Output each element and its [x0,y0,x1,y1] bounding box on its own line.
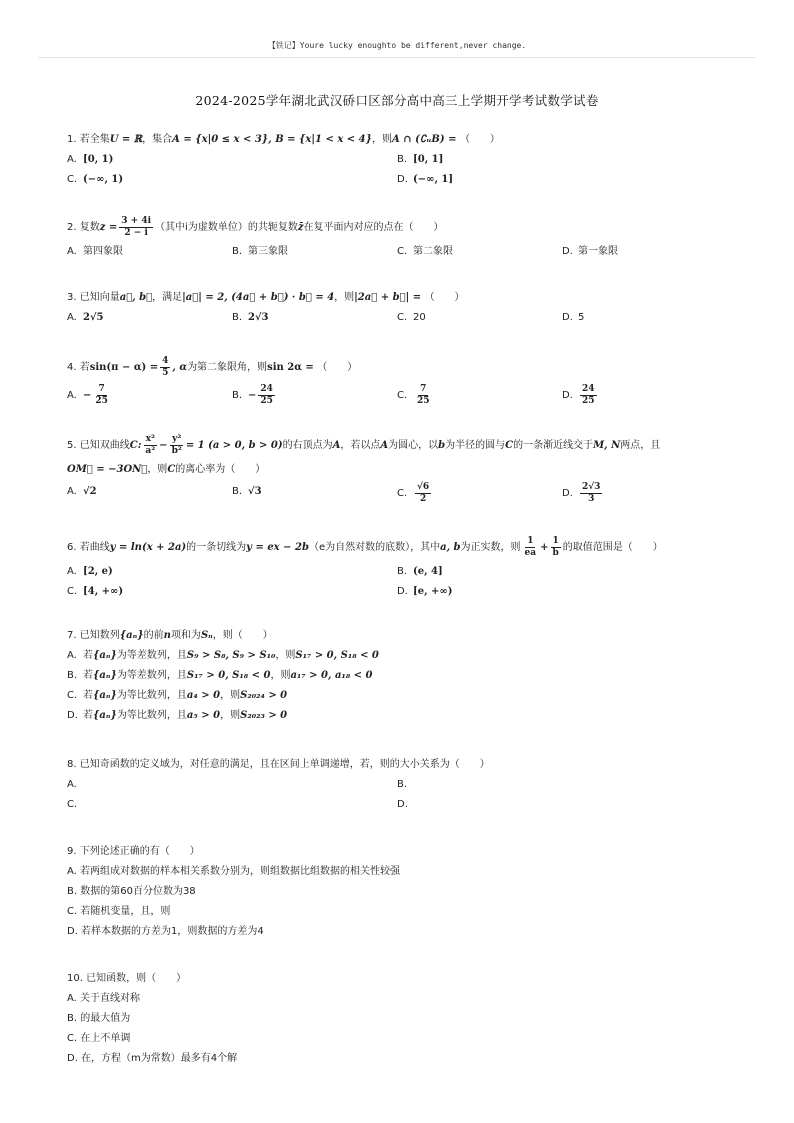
stem-math: a, b [440,542,461,553]
fraction-denominator: 5 [162,367,169,378]
header-motto: 【铁记】Youre lucky enoughto be different,never change. [267,41,527,50]
option-value: 第四象限 [83,246,123,257]
exam-title: 2024-2025学年湖北武汉硚口区部分高中高三上学期开学考试数学试卷 [195,93,599,108]
option-d[interactable] [562,382,599,410]
option-letter: A. [67,486,77,497]
stem-text: 为正实数，则 [460,542,521,553]
stem-text: （ ） [317,362,358,373]
fraction [580,482,602,505]
question-9-stem: 9. 下列论述正确的有（ ） [67,846,200,857]
options-row [67,795,757,815]
stem-text: ，则 [147,464,168,475]
stem-math: U = ℝ [109,134,143,145]
option-text: 若 [83,650,93,661]
option-text: ，则 [270,670,291,681]
option-letter: A. [67,650,77,661]
option-a[interactable] [67,308,104,328]
fraction [160,356,170,379]
stem-math: , α [172,362,188,373]
question-7 [67,626,757,726]
option-value: 20 [413,312,426,323]
option-letter: D. [397,586,408,597]
stem-text: ，则 [334,292,355,303]
stem-text: （ ） [459,134,500,145]
option-text: ，则 [220,690,241,701]
question-5 [67,432,757,510]
option-a[interactable]: A. 若两组成对数据的样本相关系数分别为，则组数据比组数据的相关性较强 [67,866,401,877]
question-1 [67,130,757,190]
options-row [67,582,757,602]
option-math: {aₙ} [93,710,117,721]
stem-text: 已知向量 [79,292,120,303]
option-math: S₁₇ > 0, S₁₈ < 0 [295,650,379,661]
stem-text: 的一条渐近线交于 [513,440,594,451]
question-1-stem [67,130,757,150]
option-letter: B. [232,390,243,401]
fraction [551,536,561,559]
option-text: 若 [83,690,93,701]
fraction [523,536,539,559]
stem-text: 在复平面内对应的点在（ ） [303,222,444,233]
options-row [67,170,757,190]
fraction-numerator: 1 [527,535,534,546]
option-value: (e, 4] [413,566,443,577]
fraction-numerator: 1 [552,535,559,546]
option-sign: − [83,390,92,401]
option-letter: D. [67,710,78,721]
option-b[interactable] [232,242,288,262]
option-value: [4, +∞) [83,586,124,597]
fraction-denominator: b [552,547,559,558]
option-c[interactable] [397,308,426,328]
question-number: 2. [67,222,77,233]
option-letter: B. [67,670,78,681]
stem-text: 为半径的圆与 [445,440,506,451]
stem-text: ，满足 [152,292,183,303]
option-value: [0, 1) [83,154,114,165]
option-a[interactable] [67,242,123,262]
option-b[interactable] [67,666,757,686]
question-10 [67,969,757,1069]
options-row [67,775,757,795]
option-value: 第二象限 [413,246,453,257]
fraction-numerator: √6 [417,481,430,492]
option-value: [0, 1] [413,154,444,165]
fraction [258,384,275,407]
stem-math: A [380,440,389,451]
option-value: 第一象限 [578,246,618,257]
stem-text: 若全集 [79,134,110,145]
stem-math: + [540,542,549,553]
question-10-stem: 10. 已知函数，则（ ） [67,973,187,984]
fraction-numerator: 7 [98,383,105,394]
fraction-numerator: y² [172,433,182,444]
option-letter: C. [397,312,408,323]
stem-math: Sₙ [200,630,213,641]
fraction-denominator: 25 [582,395,595,406]
stem-math: sin 2α = [267,362,318,373]
option-math: {aₙ} [93,650,117,661]
stem-text: 项和为 [170,630,201,641]
option-value: (−∞, 1) [83,174,124,185]
question-7-stem [67,626,757,646]
question-4 [67,354,757,410]
option-letter: D. [562,488,573,499]
stem-math: y = ln(x + 2a) [109,542,187,553]
stem-text: 的右顶点为 [282,440,333,451]
option-b[interactable] [397,150,443,170]
stem-text: 为第二象限角，则 [187,362,268,373]
options-row [67,150,757,170]
option-text: 若 [83,670,93,681]
option-c[interactable] [397,242,453,262]
question-2-stem [67,214,757,242]
option-c[interactable] [67,582,123,602]
option-math: S₂₀₂₃ > 0 [240,710,288,721]
option-letter: C. [67,174,78,185]
option-d[interactable] [397,170,453,190]
option-letter: C. [397,488,408,499]
fraction-numerator: 7 [420,383,427,394]
stem-text: 为圆心，以 [388,440,439,451]
stem-math: − [159,440,168,451]
stem-text: 已知双曲线 [79,440,130,451]
option-c[interactable] [397,382,434,410]
option-letter: C. [397,246,408,257]
question-2 [67,214,757,262]
fraction-denominator: b² [171,445,182,456]
stem-text: ，集合 [142,134,173,145]
option-c[interactable] [397,480,433,508]
option-letter: B. [232,246,243,257]
question-3 [67,288,757,328]
fraction-denominator: 25 [260,395,273,406]
option-letter: C. [397,390,408,401]
fraction-denominator: ea [524,547,537,558]
fraction-denominator: 25 [95,395,108,406]
option-a[interactable]: A. [67,779,77,790]
stem-math: = 1 (a > 0, b > 0) [185,440,283,451]
option-b[interactable] [232,382,277,410]
fraction-numerator: x² [145,433,155,444]
option-letter: C. [67,690,78,701]
question-number: 6. [67,542,77,553]
options-row [67,480,757,510]
option-b[interactable]: B. 的最大值为 [67,1013,131,1024]
stem-text: 复数 [79,222,100,233]
option-letter: C. [67,586,78,597]
question-5-stem-line2 [67,460,757,480]
option-text: 为等差数列，且 [116,650,187,661]
option-d[interactable] [397,582,453,602]
question-number: 3. [67,292,77,303]
question-6 [67,534,757,602]
option-c[interactable] [67,686,757,706]
stem-text: 的离心率为（ ） [175,464,266,475]
fraction [415,482,431,505]
fraction-denominator: 2 − i [124,227,148,238]
option-letter: A. [67,312,77,323]
option-value: 2√5 [83,312,104,323]
stem-math: A = {x|0 ≤ x < 3}, B = {x|1 < x < 4} [172,134,373,145]
question-number: 4. [67,362,77,373]
stem-math: sin(π − α) = [89,362,159,373]
stem-text: 两点，且 [620,440,661,451]
stem-text: 的前 [143,630,164,641]
stem-text: 若 [79,362,90,373]
fraction [93,384,110,407]
option-math: a₁₇ > 0, a₁₈ < 0 [290,670,373,681]
option-math: {aₙ} [93,690,117,701]
fraction [170,434,184,457]
option-math: S₁₇ > 0, S₁₈ < 0 [186,670,271,681]
stem-math: |2a⃗ + b⃗| = [354,292,425,303]
stem-math: C: [129,440,142,451]
stem-text: ，若以点 [340,440,381,451]
question-5-stem [67,432,757,460]
stem-math: n [163,630,171,641]
fraction [119,216,153,239]
option-d[interactable] [67,706,757,726]
option-a[interactable] [67,480,97,504]
option-text: 若 [83,710,93,721]
options-row [67,242,757,262]
option-math: a₅ > 0 [186,710,221,721]
stem-math: z = [99,222,118,233]
option-d[interactable] [562,242,618,262]
option-letter: B. [397,566,408,577]
option-letter: D. [562,246,573,257]
question-3-stem [67,288,757,308]
option-c[interactable]: C. [67,799,78,810]
fraction [580,384,597,407]
option-text: 为等差数列，且 [116,670,187,681]
question-8-stem: 8. 已知奇函数的定义域为，对任意的满足，且在区间上单调递增，若，则的大小关系为（ ） [67,759,490,770]
question-4-stem [67,354,757,382]
stem-math: b [438,440,446,451]
question-number: 5. [67,440,77,451]
stem-math: z̄ [297,222,304,233]
option-value: 第三象限 [248,246,288,257]
stem-math: C [167,464,176,475]
option-a[interactable] [67,150,113,170]
fraction [143,434,157,457]
fraction-numerator: 2√3 [582,481,601,492]
fraction-numerator: 3 + 4i [121,215,152,226]
stem-text: 的一条切线为 [186,542,247,553]
option-d[interactable]: D. 在，方程（m为常数）最多有4个解 [67,1053,238,1064]
stem-text: ，则 [372,134,393,145]
option-math: S₉ > S₈, S₉ > S₁₀ [186,650,276,661]
question-9 [67,842,757,942]
option-letter: D. [562,312,573,323]
option-a[interactable] [67,562,113,582]
option-text: 为等比数列，且 [116,710,187,721]
option-c[interactable] [67,170,123,190]
option-b[interactable]: B. 数据的第60百分位数为38 [67,886,196,897]
question-8 [67,755,757,815]
option-value: 5 [578,312,585,323]
fraction-denominator: 25 [417,395,430,406]
stem-math: M, N [593,440,621,451]
stem-text: （ ） [424,292,465,303]
option-math: {aₙ} [93,670,117,681]
option-value: 2√3 [248,312,269,323]
option-text: ，则 [275,650,296,661]
option-d[interactable] [562,480,604,508]
stem-text: 已知数列 [79,630,120,641]
option-letter: D. [562,390,573,401]
option-math: a₄ > 0 [186,690,221,701]
fraction-denominator: 3 [588,493,595,504]
question-number: 7. [67,630,77,641]
options-row [67,308,757,328]
option-value: (−∞, 1] [413,174,454,185]
option-text: 为等比数列，且 [116,690,187,701]
option-value: √2 [83,486,97,497]
stem-text: （其中i为虚数单位）的共轭复数 [155,222,298,233]
option-sign: − [248,390,257,401]
option-value: [2, e) [83,566,113,577]
stem-text: （e为自然对数的底数），其中 [308,542,441,553]
option-d[interactable]: D. [397,799,408,810]
stem-text: 若曲线 [79,542,110,553]
stem-text: ，则（ ） [212,630,273,641]
fraction-numerator: 24 [582,383,595,394]
option-b[interactable] [397,562,443,582]
options-row [67,382,757,410]
option-c[interactable]: C. 若随机变量，且，则 [67,906,171,917]
question-6-stem [67,534,757,562]
option-a[interactable] [67,646,757,666]
fraction-denominator: a² [145,445,156,456]
option-letter: D. [397,174,408,185]
option-letter: A. [67,566,77,577]
option-d[interactable] [562,308,584,328]
stem-math: |a⃗| = 2, (4a⃗ + b⃗) · b⃗ = 4 [182,292,335,303]
question-number: 1. [67,134,77,145]
fraction-numerator: 4 [162,355,169,366]
option-value: [e, +∞) [413,586,453,597]
stem-math: y = ex − 2b [246,542,309,553]
option-letter: B. [232,312,243,323]
option-b[interactable]: B. [397,779,408,790]
option-letter: B. [232,486,243,497]
stem-math: OM⃗ = −3ON⃗ [67,464,148,475]
option-a[interactable]: A. 关于直线对称 [67,993,141,1004]
option-letter: A. [67,390,77,401]
stem-math: A [332,440,341,451]
option-math: S₂₀₂₄ > 0 [240,690,288,701]
option-b[interactable] [232,480,262,504]
option-letter: B. [397,154,408,165]
option-value: √3 [248,486,262,497]
stem-math: a⃗, b⃗ [119,292,153,303]
stem-math: C [505,440,514,451]
option-letter: A. [67,154,77,165]
fraction-denominator: 2 [419,493,427,504]
fraction-numerator: 24 [260,383,273,394]
options-row [67,562,757,582]
option-a[interactable] [67,382,112,410]
option-c[interactable]: C. 在上不单调 [67,1033,131,1044]
option-letter: A. [67,246,77,257]
fraction [415,384,432,407]
option-text: ，则 [220,710,241,721]
stem-text: 的取值范围是（ ） [562,542,663,553]
option-b[interactable] [232,308,269,328]
option-d[interactable]: D. 若样本数据的方差为1，则数据的方差为4 [67,926,264,937]
header-divider [38,57,756,58]
stem-math: A ∩ (∁ᵤB) = [392,134,460,145]
stem-math: {aₙ} [119,630,144,641]
